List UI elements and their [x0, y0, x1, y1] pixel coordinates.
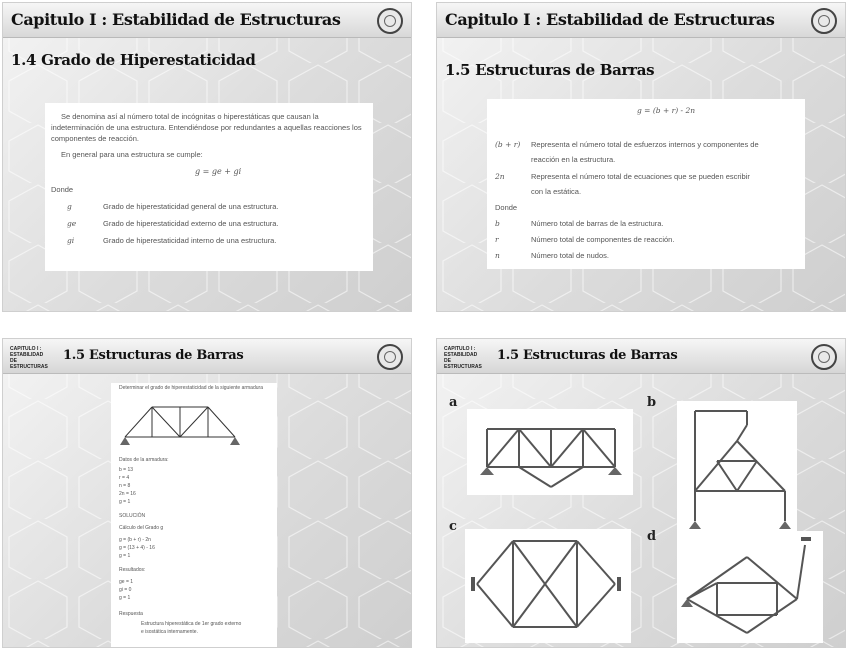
figure-label-d: d: [647, 529, 657, 544]
var-text: Número total de nudos.: [531, 251, 609, 260]
truss-figure-d: [677, 531, 823, 643]
chapter-tag: CAPITULO I : ESTABILIDAD DE ESTRUCTURAS: [444, 346, 482, 370]
def-text: Grado de hiperestaticidad general de una estructura.: [103, 202, 279, 211]
figure-label-c: c: [449, 519, 457, 534]
figure-d-card: [677, 531, 823, 643]
answer-line: Estructura hiperestática de 1er grado externo: [141, 621, 242, 627]
calc-line: g = (b + r) - 2n: [119, 537, 151, 543]
def-text: Grado de hiperestaticidad externo de una estructura.: [103, 219, 279, 228]
section-title: 1.5 Estructuras de Barras: [445, 61, 655, 79]
var-text: Número total de componentes de reacción.: [531, 235, 675, 244]
slide-title: Capitulo I : Estabilidad de Estructuras: [445, 10, 775, 29]
result-value: ge = 1: [119, 579, 134, 585]
def-symbol: 2n: [495, 172, 505, 181]
def-symbol: gi: [67, 236, 75, 245]
def-text-cont: reacción en la estructura.: [531, 155, 616, 164]
def-text: Grado de hiperestaticidad interno de una estructura.: [103, 236, 277, 245]
section-title: 1.5 Estructuras de Barras: [497, 348, 678, 363]
figure-a-card: [467, 409, 633, 495]
data-value: b = 13: [119, 467, 134, 473]
truss-figure-c: [465, 529, 631, 643]
section-title: 1.5 Estructuras de Barras: [63, 348, 244, 363]
data-value: 2n = 16: [119, 491, 136, 497]
content-card: [487, 99, 805, 269]
content-card: [45, 103, 373, 271]
data-value: g = 1: [119, 499, 131, 505]
university-logo-icon: [377, 344, 403, 370]
result-value: gi = 0: [119, 587, 132, 593]
problem-text: Determinar el grado de hiperestaticidad de la siguiente armadura: [119, 385, 263, 391]
university-logo-icon: [811, 8, 837, 34]
section-title: 1.4 Grado de Hiperestaticidad: [11, 51, 256, 69]
where-label: Donde: [51, 185, 74, 194]
formula: g = ge + gi: [195, 167, 242, 176]
figure-label-a: a: [449, 395, 458, 410]
def-text: Representa el número total de esfuerzos internos y componentes de: [531, 140, 759, 149]
chapter-tag: CAPITULO I : ESTABILIDAD DE ESTRUCTURAS: [10, 346, 48, 370]
answer-line: e isostática internamente.: [141, 629, 198, 635]
data-label: Datos de la armadura:: [119, 457, 169, 463]
data-value: n = 8: [119, 483, 131, 489]
var-symbol: n: [495, 251, 500, 260]
var-symbol: b: [495, 219, 500, 228]
paragraph-line: indeterminación de una estructura. Entendiéndose por redundantes a aquellas reacciones los: [51, 123, 362, 132]
def-text: Representa el número total de ecuaciones que se pueden escribir: [531, 172, 750, 181]
figure-b-card: [677, 401, 797, 551]
answer-label: Respuesta: [119, 611, 143, 617]
var-symbol: r: [495, 235, 499, 244]
result-label: Resultados:: [119, 567, 146, 573]
slide-3[interactable]: [2, 338, 412, 648]
def-symbol: ge: [67, 219, 77, 228]
data-value: r = 4: [119, 475, 130, 481]
university-logo-icon: [377, 8, 403, 34]
result-value: g = 1: [119, 595, 131, 601]
truss-figure-b: [677, 401, 797, 551]
calc-line: g = (13 + 4) - 16: [119, 545, 155, 551]
paragraph-line: componentes de reacción.: [51, 134, 139, 143]
figure-c-card: [465, 529, 631, 643]
where-label: Donde: [495, 203, 518, 212]
var-text: Número total de barras de la estructura.: [531, 219, 664, 228]
def-symbol: (b + r): [495, 140, 521, 149]
general-line: En general para una estructura se cumple:: [61, 150, 203, 159]
slide-1[interactable]: [2, 2, 412, 312]
def-text-cont: con la estática.: [531, 187, 582, 196]
calc-label: Cálculo del Grado g: [119, 525, 164, 531]
def-symbol: g: [67, 202, 72, 211]
slide-4[interactable]: [436, 338, 846, 648]
slide-2[interactable]: [436, 2, 846, 312]
figure-label-b: b: [647, 395, 657, 410]
paragraph-line: Se denomina así al número total de incógnitas o hiperestáticas que causan la: [61, 112, 319, 121]
content-card: [111, 383, 277, 647]
formula: g = (b + r) - 2n: [637, 106, 696, 115]
slide-title: Capitulo I : Estabilidad de Estructuras: [11, 10, 341, 29]
university-logo-icon: [811, 344, 837, 370]
truss-diagram: [115, 395, 255, 453]
truss-figure-a: [467, 409, 633, 495]
calc-line: g = 1: [119, 553, 131, 559]
solution-label: SOLUCIÓN: [119, 513, 146, 519]
